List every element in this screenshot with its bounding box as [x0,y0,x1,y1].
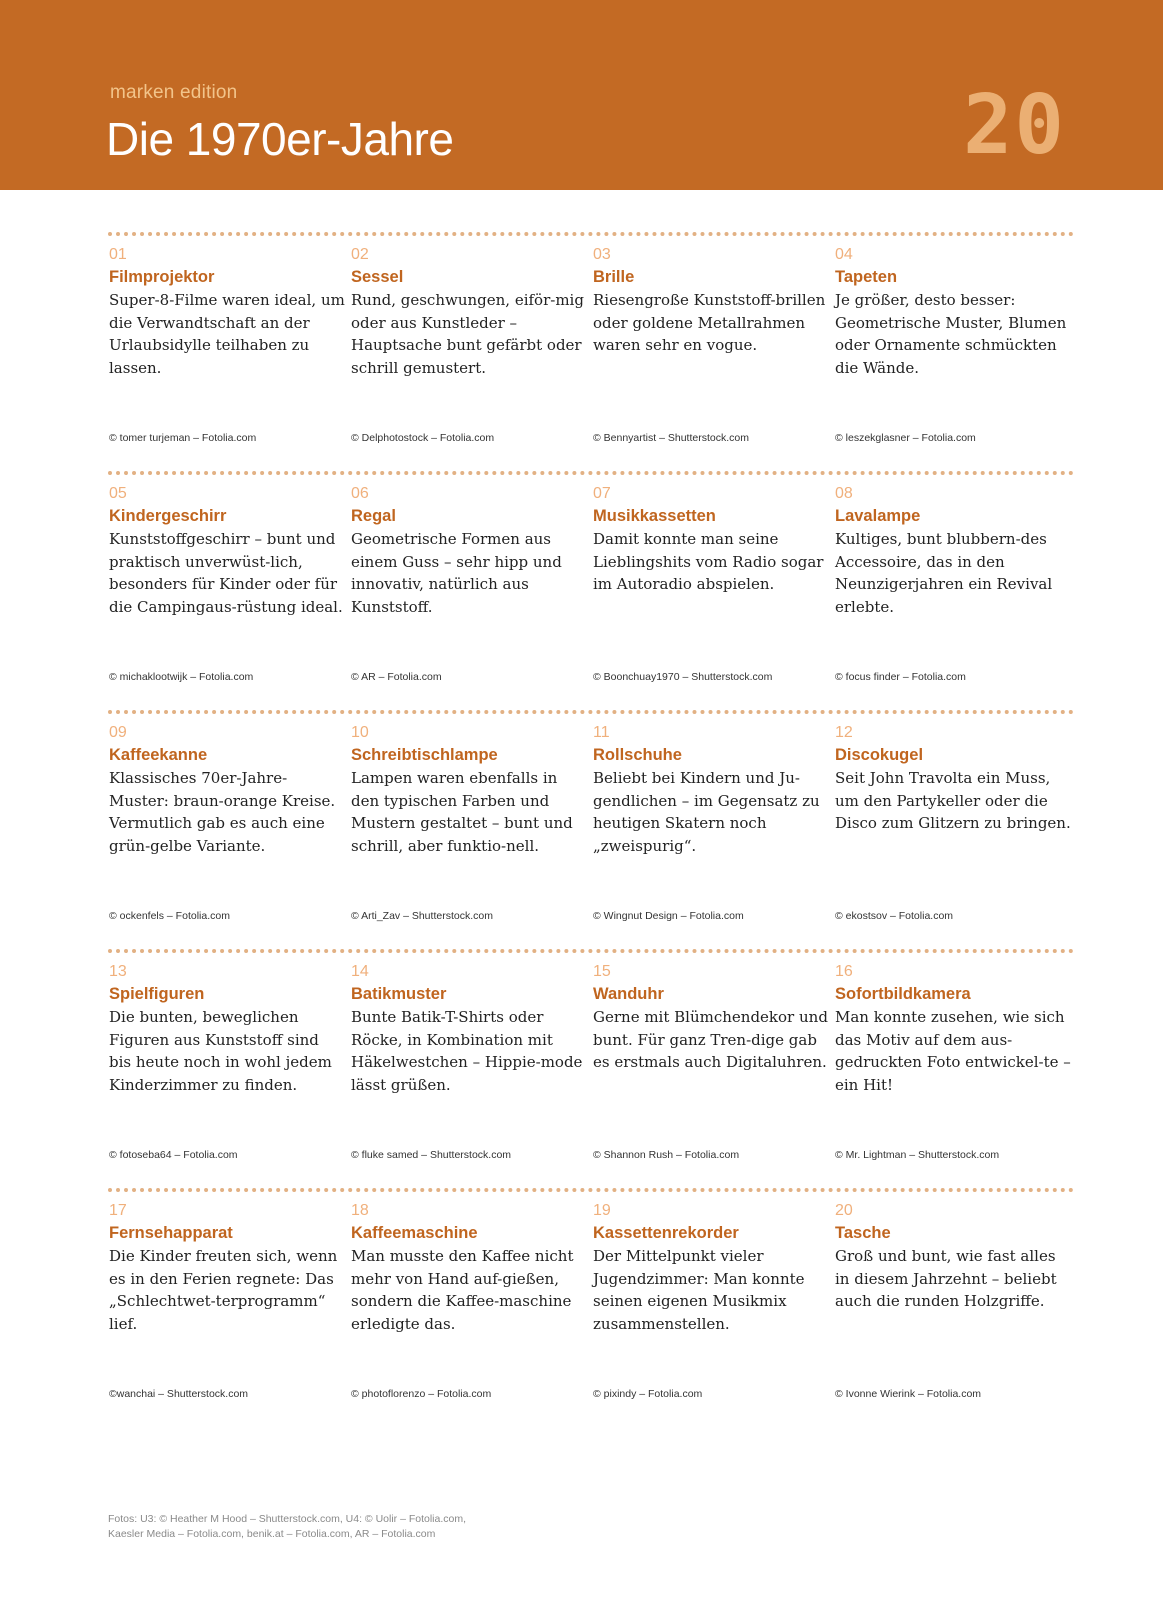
item-name: Filmprojektor [109,268,215,286]
item-name: Tapeten [835,268,898,286]
item-name: Musikkassetten [593,507,716,525]
page-number: 20 [963,78,1066,173]
item-photo-credit: © AR – Fotolia.com [351,671,442,683]
header-banner [0,0,1163,190]
item-description: Rund, geschwungen, eiför-mig oder aus Kunstleder – Hauptsache bunt gefärbt oder schrill gemustert. [351,291,584,377]
item-photo-credit: © leszekglasner – Fotolia.com [835,432,976,444]
item-card [592,953,832,1188]
item-number: 02 [351,246,369,263]
item-card [108,714,348,949]
item-number: 10 [351,724,369,741]
page-title: Die 1970er-Jahre [106,113,454,165]
item-card [834,1192,1074,1427]
item-row [108,471,1074,710]
item-number: 09 [109,724,127,741]
item-description: Klassisches 70er-Jahre-Muster: braun-orange Kreise. Vermutlich gab es auch eine grün-gelbe Variante. [109,769,336,855]
item-number: 04 [835,246,853,263]
item-card [350,953,590,1188]
item-card [834,236,1074,471]
item-card [592,236,832,471]
item-card [350,714,590,949]
item-description: Kultiges, bunt blubbern-des Accessoire, das in den Neunzigerjahren ein Revival erlebte. [835,530,1053,616]
item-name: Kindergeschirr [109,507,227,525]
item-description: Man musste den Kaffee nicht mehr von Hand auf-gießen, sondern die Kaffee-maschine erledigte das. [351,1247,574,1333]
item-name: Fernsehapparat [109,1224,233,1242]
item-grid [108,232,1074,1427]
item-description: Die bunten, beweglichen Figuren aus Kunststoff sind bis heute noch in wohl jedem Kinderzimmer zu finden. [109,1008,332,1094]
item-description: Beliebt bei Kindern und Ju-gendlichen – im Gegensatz zu heutigen Skatern noch „zweispurig“. [593,769,820,855]
item-photo-credit: © photoflorenzo – Fotolia.com [351,1388,492,1400]
item-photo-credit: © Wingnut Design – Fotolia.com [593,910,744,922]
item-photo-credit: © Arti_Zav – Shutterstock.com [351,910,493,922]
item-name: Rollschuhe [593,746,682,764]
item-card [350,475,590,710]
item-card [108,475,348,710]
item-number: 12 [835,724,853,741]
item-description: Seit John Travolta ein Muss, um den Partykeller oder die Disco zum Glitzern zu bringen. [835,769,1071,832]
item-photo-credit: © ockenfels – Fotolia.com [109,910,230,922]
item-photo-credit: © pixindy – Fotolia.com [593,1388,703,1400]
item-name: Kaffeekanne [109,746,208,764]
item-name: Tasche [835,1224,891,1242]
item-photo-credit: © Boonchuay1970 – Shutterstock.com [593,671,773,683]
item-photo-credit: © Delphotostock – Fotolia.com [351,432,495,444]
item-card [592,714,832,949]
item-number: 20 [835,1202,853,1219]
item-description: Bunte Batik-T-Shirts oder Röcke, in Kombination mit Häkelwestchen – Hippie-mode lässt grüßen. [351,1008,583,1094]
item-number: 14 [351,963,369,980]
item-photo-credit: © Ivonne Wierink – Fotolia.com [835,1388,982,1400]
item-photo-credit: © michaklootwijk – Fotolia.com [109,671,254,683]
item-photo-credit: ©wanchai – Shutterstock.com [109,1388,249,1400]
item-photo-credit: © ekostsov – Fotolia.com [835,910,954,922]
item-number: 16 [835,963,853,980]
item-description: Kunststoffgeschirr – bunt und praktisch unverwüst-lich, besonders für Kinder oder für die Campingaus-rüstung ideal. [109,530,343,616]
item-name: Sofortbildkamera [835,985,971,1003]
item-card [592,1192,832,1427]
item-number: 07 [593,485,611,502]
item-number: 03 [593,246,611,263]
item-name: Discokugel [835,746,924,764]
item-row [108,949,1074,1188]
item-photo-credit: © Shannon Rush – Fotolia.com [593,1149,740,1161]
item-card [834,475,1074,710]
item-number: 17 [109,1202,127,1219]
item-description: Gerne mit Blümchendekor und bunt. Für ganz Tren-dige gab es erstmals auch Digitaluhren. [593,1008,828,1071]
item-name: Sessel [351,268,404,286]
item-name: Kassettenrekorder [593,1224,739,1242]
item-card [108,953,348,1188]
item-description: Man konnte zusehen, wie sich das Motiv auf dem aus-gedruckten Foto entwickel-te – ein Hit! [835,1008,1071,1094]
item-number: 13 [109,963,127,980]
footer-line-2: Kaesler Media – Fotolia.com, benik.at – Fotolia.com, AR – Fotolia.com [108,1528,436,1540]
item-name: Regal [351,507,396,525]
item-name: Kaffeemaschine [351,1224,478,1242]
item-description: Der Mittelpunkt vieler Jugendzimmer: Man konnte seinen eigenen Musikmix zusammenstellen. [593,1247,805,1333]
item-card [834,714,1074,949]
item-photo-credit: © Mr. Lightman – Shutterstock.com [835,1149,1000,1161]
item-row [108,1188,1074,1427]
item-name: Wanduhr [593,985,664,1003]
item-number: 08 [835,485,853,502]
item-photo-credit: © focus finder – Fotolia.com [835,671,966,683]
item-card [592,475,832,710]
item-card [350,236,590,471]
item-photo-credit: © fluke samed – Shutterstock.com [351,1149,512,1161]
item-description: Groß und bunt, wie fast alles in diesem Jahrzehnt – beliebt auch die runden Holzgriffe. [835,1247,1057,1310]
item-card [108,236,348,471]
photo-credits-footer [108,1512,608,1542]
item-description: Geometrische Formen aus einem Guss – sehr hipp und innovativ, natürlich aus Kunststoff. [351,530,562,616]
item-name: Batikmuster [351,985,447,1003]
item-number: 19 [593,1202,611,1219]
item-photo-credit: © Bennyartist – Shutterstock.com [593,432,749,444]
item-description: Riesengroße Kunststoff-brillen oder goldene Metallrahmen waren sehr en vogue. [593,291,826,354]
item-card [350,1192,590,1427]
item-number: 18 [351,1202,369,1219]
item-card [108,1192,348,1427]
item-card [834,953,1074,1188]
item-name: Schreibtischlampe [351,746,498,764]
item-number: 05 [109,485,127,502]
item-description: Damit konnte man seine Lieblingshits vom Radio sogar im Autoradio abspielen. [593,530,824,593]
item-number: 06 [351,485,369,502]
item-description: Lampen waren ebenfalls in den typischen Farben und Mustern gestaltet – bunt und schrill, aber funktio-nell. [351,769,573,855]
item-photo-credit: © tomer turjeman – Fotolia.com [109,432,257,444]
item-description: Je größer, desto besser: Geometrische Muster, Blumen oder Ornamente schmückten die Wände. [835,291,1067,377]
item-row [108,710,1074,949]
item-row [108,232,1074,471]
footer-line-1: Fotos: U3: © Heather M Hood – Shutterstock.com, U4: © Uolir – Fotolia.com, [108,1513,467,1525]
edition-label: marken edition [110,82,238,103]
item-name: Spielfiguren [109,985,205,1003]
item-name: Brille [593,268,635,286]
item-description: Super-8-Filme waren ideal, um die Verwandtschaft an der Urlaubsidylle teilhaben zu lassen. [109,291,345,377]
item-number: 11 [593,724,610,741]
item-name: Lavalampe [835,507,921,525]
item-number: 15 [593,963,611,980]
item-photo-credit: © fotoseba64 – Fotolia.com [109,1149,238,1161]
item-description: Die Kinder freuten sich, wenn es in den Ferien regnete: Das „Schlechtwet-terprogramm“ lief. [109,1247,338,1333]
item-number: 01 [109,246,127,263]
